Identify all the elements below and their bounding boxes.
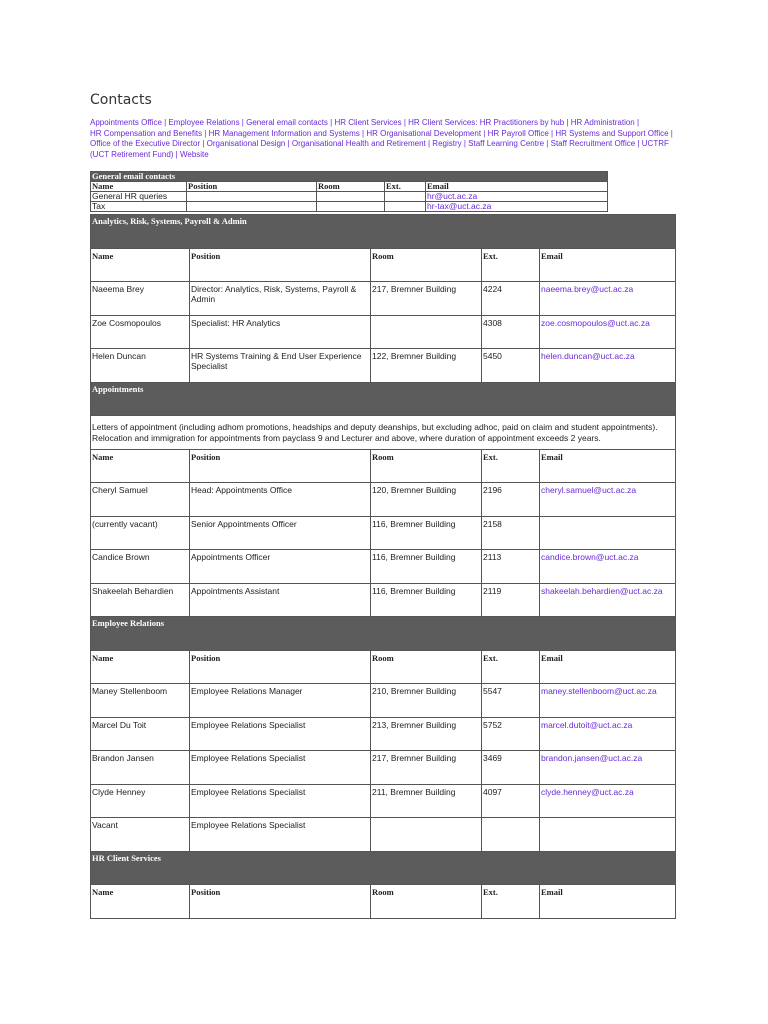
col-header-name: Name (91, 182, 187, 192)
link-separator: | (239, 118, 247, 127)
contact-room: 122, Bremner Building (371, 349, 482, 383)
section-heading-row (91, 215, 676, 249)
contact-position: Employee Relations Manager (190, 684, 371, 718)
email-link[interactable]: clyde.henney@uct.ac.za (541, 786, 634, 797)
table-row (91, 784, 676, 818)
section-link[interactable]: Website (179, 149, 209, 159)
contacts-table (90, 214, 676, 919)
section-link[interactable]: HR Payroll Office (487, 128, 549, 138)
section-link[interactable]: HR Administration (570, 118, 635, 127)
col-header-room: Room (371, 650, 482, 684)
section-heading-row (91, 382, 676, 416)
contact-room: 116, Bremner Building (371, 550, 482, 584)
col-header-position: Position (190, 885, 371, 919)
links-line (90, 129, 676, 140)
section-heading: Analytics, Risk, Systems, Payroll & Admin (91, 215, 676, 249)
table-row (91, 583, 676, 617)
appointments-description-row (91, 416, 676, 450)
contact-room (371, 315, 482, 349)
col-header-email: Email (426, 182, 608, 192)
link-separator: | (635, 139, 642, 148)
contact-ext (482, 818, 540, 852)
contact-room: 217, Bremner Building (371, 751, 482, 785)
link-separator: | (668, 128, 673, 138)
contact-name: Cheryl Samuel (91, 483, 190, 517)
col-header-room: Room (371, 885, 482, 919)
col-header-position: Position (187, 182, 317, 192)
contact-name: Zoe Cosmopoulos (91, 315, 190, 349)
link-separator: | (564, 118, 571, 127)
links-line (90, 139, 676, 160)
contact-room (371, 818, 482, 852)
col-header-room: Room (317, 182, 385, 192)
section-link[interactable]: HR Systems and Support Office (555, 128, 669, 138)
table-row (91, 684, 676, 718)
link-separator: | (285, 139, 292, 148)
section-heading: HR Client Services (91, 851, 676, 885)
contact-ext: 5752 (482, 717, 540, 751)
contact-position: Employee Relations Specialist (190, 717, 371, 751)
contact-name: Candice Brown (91, 550, 190, 584)
email-link[interactable]: marcel.dutoit@uct.ac.za (541, 719, 633, 730)
contact-room: 217, Bremner Building (371, 282, 482, 316)
contact-name: Vacant (91, 818, 190, 852)
contact-name: Brandon Jansen (91, 751, 190, 785)
col-header-ext: Ext. (482, 248, 540, 282)
col-header-position: Position (190, 449, 371, 483)
section-link[interactable]: Organisational Health and Retirement (291, 139, 426, 148)
link-separator: | (425, 139, 433, 148)
contact-position: Appointments Officer (190, 550, 371, 584)
contact-ext: 2196 (482, 483, 540, 517)
section-link[interactable]: Registry (432, 139, 462, 148)
section-link[interactable]: HR Compensation and Benefits (90, 128, 203, 138)
link-separator: | (327, 118, 335, 127)
col-header-ext: Ext. (385, 182, 426, 192)
col-header-position: Position (190, 248, 371, 282)
email-link[interactable]: brandon.jansen@uct.ac.za (541, 753, 643, 763)
section-link[interactable]: HR Client Services: HR Practitioners by hub (408, 118, 565, 127)
contact-ext: 2119 (482, 583, 540, 617)
contact-position: Head: Appointments Office (190, 483, 371, 517)
col-header-ext: Ext. (482, 650, 540, 684)
link-separator: | (401, 118, 409, 127)
link-separator: | (200, 139, 207, 148)
table-row (91, 751, 676, 785)
section-link[interactable]: Staff Recruitment Office (550, 139, 636, 148)
contact-name: Tax (91, 202, 187, 212)
col-header-room: Room (371, 449, 482, 483)
contact-ext: 4097 (482, 784, 540, 818)
links-line (90, 118, 676, 129)
section-link[interactable]: Employee Relations (168, 118, 240, 127)
contact-position: Appointments Assistant (190, 583, 371, 617)
col-header-email: Email (540, 248, 676, 282)
contact-name: (currently vacant) (91, 516, 190, 550)
contact-position: HR Systems Training & End User Experience Specialist (190, 349, 371, 383)
general-contacts-table (90, 171, 608, 212)
contact-name: Marcel Du Toit (91, 717, 190, 751)
page-title: Contacts (90, 92, 152, 108)
section-link[interactable]: HR Management Information and Systems (208, 128, 360, 138)
link-separator: | (161, 118, 169, 127)
section-heading: Employee Relations (91, 617, 676, 651)
contact-room: 210, Bremner Building (371, 684, 482, 718)
section-heading-row (91, 617, 676, 651)
column-header-row (91, 449, 676, 483)
table-row (91, 192, 608, 202)
contact-position: Employee Relations Specialist (190, 818, 371, 852)
column-header-row (91, 248, 676, 282)
col-header-name: Name (91, 449, 190, 483)
table-row (91, 282, 676, 316)
section-link[interactable]: Office of the Executive Director (90, 139, 201, 148)
col-header-email: Email (540, 650, 676, 684)
contact-position: Employee Relations Specialist (190, 751, 371, 785)
email-link[interactable]: helen.duncan@uct.ac.za (541, 351, 635, 361)
email-link[interactable]: maney.stellenboom@uct.ac.za (541, 686, 657, 696)
col-header-ext: Ext. (482, 885, 540, 919)
col-header-room: Room (371, 248, 482, 282)
email-link[interactable]: zoe.cosmopoulos@uct.ac.za (541, 317, 650, 328)
contact-position: Specialist: HR Analytics (190, 315, 371, 349)
link-separator: | (359, 128, 367, 138)
general-contacts-heading: General email contacts (91, 172, 608, 182)
link-separator: | (548, 128, 556, 138)
column-header-row (91, 650, 676, 684)
email-link[interactable]: shakeelah.behardien@uct.ac.za (541, 585, 663, 596)
section-links (90, 118, 676, 160)
col-header-email: Email (540, 449, 676, 483)
table-row (91, 349, 676, 383)
contact-name: Maney Stellenboom (91, 684, 190, 718)
table-row (91, 818, 676, 852)
contact-ext: 4224 (482, 282, 540, 316)
link-separator: | (634, 118, 640, 127)
contact-name: Shakeelah Behardien (91, 583, 190, 617)
contact-position: Senior Appointments Officer (190, 516, 371, 550)
contact-ext: 5450 (482, 349, 540, 383)
table-row (91, 202, 608, 212)
link-separator: | (481, 128, 488, 138)
table-row (91, 516, 676, 550)
email-link[interactable]: naeema.brey@uct.ac.za (541, 284, 634, 294)
email-link[interactable]: hr@uct.ac.za (427, 191, 478, 201)
table-row (91, 717, 676, 751)
col-header-name: Name (91, 248, 190, 282)
contact-room: 120, Bremner Building (371, 483, 482, 517)
col-header-name: Name (91, 650, 190, 684)
email-link[interactable]: candice.brown@uct.ac.za (541, 552, 639, 562)
contact-room: 213, Bremner Building (371, 717, 482, 751)
section-link[interactable]: General email contacts (246, 118, 328, 127)
contact-ext: 2113 (482, 550, 540, 584)
section-heading: Appointments (91, 382, 676, 416)
contact-name: Naeema Brey (91, 282, 190, 316)
link-separator: | (173, 149, 180, 159)
link-separator: | (461, 139, 469, 148)
section-heading-row (91, 851, 676, 885)
contact-ext: 5547 (482, 684, 540, 718)
email-link[interactable]: hr-tax@uct.ac.za (427, 201, 492, 211)
section-link[interactable]: UCTRF (UCT Retirement Fund) (90, 139, 669, 159)
email-link[interactable]: cheryl.samuel@uct.ac.za (541, 485, 637, 495)
contact-ext: 4308 (482, 315, 540, 349)
contact-position: Employee Relations Specialist (190, 784, 371, 818)
table-row (91, 483, 676, 517)
contact-room: 116, Bremner Building (371, 516, 482, 550)
appointments-description: Letters of appointment (including adhom promotions, headships and deputy deanships, but excluding adhoc, paid on claim and student appointments). (92, 422, 658, 432)
column-header-row (91, 885, 676, 919)
contact-position: Director: Analytics, Risk, Systems, Payroll & Admin (190, 282, 371, 316)
table-row (91, 315, 676, 349)
col-header-email: Email (540, 885, 676, 919)
section-link[interactable]: HR Client Services (334, 118, 402, 127)
col-header-position: Position (190, 650, 371, 684)
link-separator: | (202, 128, 209, 138)
col-header-name: Name (91, 885, 190, 919)
col-header-ext: Ext. (482, 449, 540, 483)
section-link[interactable]: Staff Learning Centre (468, 139, 545, 148)
section-link[interactable]: Appointments Office (90, 118, 162, 127)
link-separator: | (544, 139, 551, 148)
appointments-description: Relocation and immigration for appointments from payclass 9 and Lecturer and above, where duration of appointment exceeds 2 years. (92, 432, 601, 443)
contact-name: Helen Duncan (91, 349, 190, 383)
contact-name: General HR queries (91, 192, 187, 202)
table-row (91, 550, 676, 584)
contact-room: 211, Bremner Building (371, 784, 482, 818)
contact-ext: 3469 (482, 751, 540, 785)
section-link[interactable]: Organisational Design (206, 139, 286, 148)
contact-ext: 2158 (482, 516, 540, 550)
contact-name: Clyde Henney (91, 784, 190, 818)
section-link[interactable]: HR Organisational Development (366, 128, 482, 138)
contact-room: 116, Bremner Building (371, 583, 482, 617)
